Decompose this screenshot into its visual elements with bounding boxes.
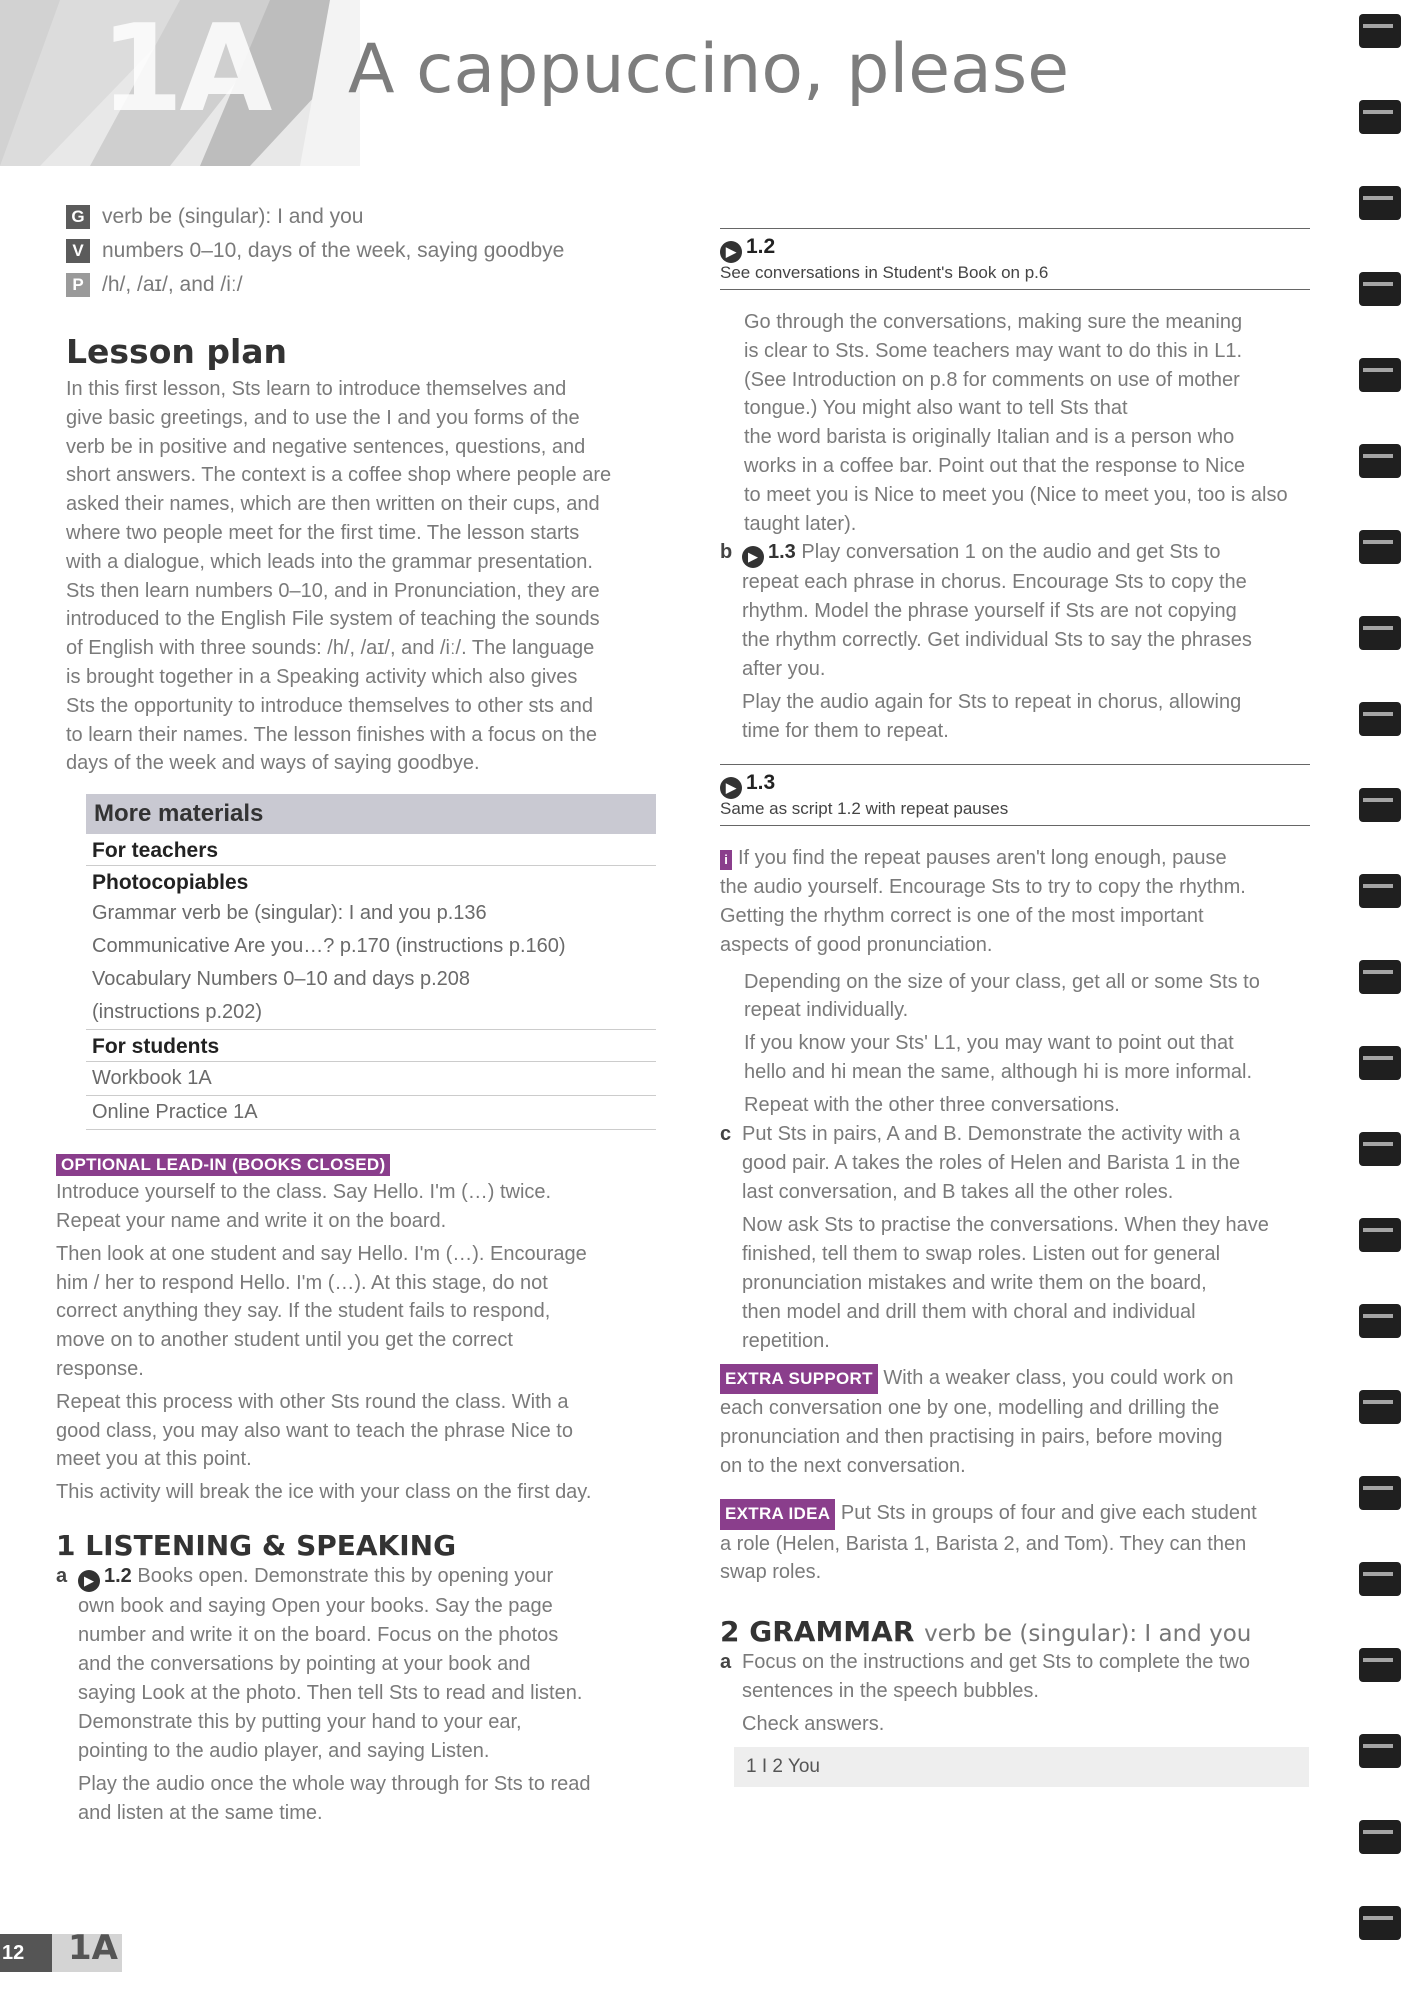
lead-in-para-4 <box>56 1478 676 1507</box>
section-2-heading <box>720 1615 1310 1648</box>
text-line: In this first lesson, Sts learn to introduce themselves and <box>66 378 567 400</box>
text-line: on to the next conversation. <box>720 1454 966 1477</box>
pronunciation-focus <box>66 268 676 302</box>
text-line: hello and hi mean the same, although hi is more informal. <box>744 1060 1253 1083</box>
exercise-letter: a <box>56 1564 68 1587</box>
text-line: rhythm. Model the phrase yourself if Sts are not copying <box>742 600 1237 623</box>
text-line: days of the week and ways of saying goodbye. <box>66 752 480 775</box>
workbook-ref: Workbook 1A <box>86 1062 656 1096</box>
text-line: This activity will break the ice with your class on the first day. <box>56 1481 592 1504</box>
vocabulary-focus-text: numbers 0–10, days of the week, saying goodbye <box>102 239 565 262</box>
pronunciation-badge: P <box>66 273 90 297</box>
text-line: pointing to the audio player, and saying Listen. <box>78 1739 490 1762</box>
text-line: swap roles. <box>720 1561 822 1584</box>
text-line: own book and saying Open your books. Say the page <box>78 1594 553 1617</box>
text-line: where two people meet for the first time. The lesson starts <box>66 521 580 544</box>
text-line: (See Introduction on p.8 for comments on use of mother <box>744 368 1240 391</box>
vocabulary-badge: V <box>66 239 90 263</box>
audio-track-number: 1.2 <box>104 1564 132 1587</box>
exercise-1b <box>720 538 1310 746</box>
extra-support-block <box>720 1364 1310 1481</box>
text-line: Depending on the size of your class, get all or some Sts to <box>744 970 1260 993</box>
audio-icon: ▶ <box>742 546 764 568</box>
photocopiables-label: Photocopiables <box>92 871 249 895</box>
text-line: Demonstrate this by putting your hand to your ear, <box>78 1710 522 1733</box>
text-line: Play the audio again for Sts to repeat in chorus, allowing <box>742 691 1242 714</box>
extra-idea-tag: EXTRA IDEA <box>720 1499 835 1530</box>
text-line: last conversation, and B takes all the other roles. <box>742 1180 1174 1203</box>
footer-unit-label: 1A <box>68 1928 118 1968</box>
for-teachers-label: For teachers <box>86 834 656 866</box>
text-line: number and write it on the board. Focus on the photos <box>78 1623 559 1646</box>
photocopiable-communicative: Communicative Are you…? p.170 (instructions p.160) <box>92 935 566 958</box>
left-column <box>56 200 676 1828</box>
text-line: response. <box>56 1357 144 1380</box>
lead-in-block <box>56 1154 676 1507</box>
text-line: Put Sts in groups of four and give each student <box>840 1501 1257 1524</box>
for-students-label: For students <box>86 1030 656 1062</box>
audio-script-1-2 <box>720 228 1310 290</box>
text-line: With a weaker class, you could work on <box>883 1366 1234 1389</box>
text-line: then model and drill them with choral and individual <box>742 1300 1196 1323</box>
text-line: is clear to Sts. Some teachers may want to do this in L1. <box>744 339 1243 362</box>
text-line: a role (Helen, Barista 1, Barista 2, and Tom). They can then <box>720 1532 1247 1555</box>
audio-icon: ▶ <box>720 777 742 799</box>
exercise-2a-text <box>742 1648 1250 1739</box>
page-number: 12 <box>0 1934 52 1972</box>
exercise-letter: c <box>720 1122 732 1145</box>
text-line: taught later). <box>744 512 857 535</box>
audio-icon: ▶ <box>720 241 742 263</box>
exercise-2a <box>720 1648 1310 1739</box>
vocabulary-focus <box>66 234 676 268</box>
audio-script-1-3 <box>720 764 1310 826</box>
text-line: repeat each phrase in chorus. Encourage Sts to copy the <box>742 571 1247 594</box>
text-line: him / her to respond Hello. I'm (…). At this stage, do not <box>56 1271 548 1294</box>
script-number: 1.2 <box>746 235 776 258</box>
text-line: Play the audio once the whole way through for Sts to read <box>78 1772 591 1795</box>
teaching-tip <box>720 844 1310 959</box>
text-line: give basic greetings, and to use the I and you forms of the <box>66 406 580 429</box>
text-line: finished, tell them to swap roles. Listen out for general <box>742 1242 1221 1265</box>
text-line: Getting the rhythm correct is one of the most important <box>720 904 1204 927</box>
text-line: saying Look at the photo. Then tell Sts to read and listen. <box>78 1681 583 1704</box>
script-description: See conversations in Student's Book on p.6 <box>720 263 1049 282</box>
text-line: sentences in the speech bubbles. <box>742 1680 1039 1703</box>
text-line: correct anything they say. If the student fails to respond, <box>56 1300 551 1323</box>
exercise-letter: a <box>720 1651 732 1674</box>
conversation-notes <box>720 308 1310 538</box>
text-line: Books open. Demonstrate this by opening your <box>137 1564 554 1587</box>
text-line: Repeat with the other three conversations. <box>744 1093 1120 1116</box>
extra-idea-block <box>720 1499 1310 1587</box>
photocopiable-grammar: Grammar verb be (singular): I and you p.136 <box>92 902 487 925</box>
lead-in-tag: OPTIONAL LEAD-IN (BOOKS CLOSED) <box>56 1154 390 1176</box>
script-description: Same as script 1.2 with repeat pauses <box>720 799 1009 819</box>
text-line: each conversation one by one, modelling and drilling the <box>720 1397 1220 1420</box>
text-line: Then look at one student and say Hello. I'm (…). Encourage <box>56 1242 587 1265</box>
text-line: the audio yourself. Encourage Sts to try to copy the rhythm. <box>720 876 1246 899</box>
exercise-1b-text <box>742 538 1252 746</box>
right-column <box>720 200 1310 1787</box>
grammar-badge: G <box>66 205 90 229</box>
text-line: Repeat your name and write it on the board. <box>56 1209 447 1232</box>
section-2-title: 2 GRAMMAR <box>720 1615 915 1649</box>
photocopiable-vocabulary-instructions: (instructions p.202) <box>86 996 656 1030</box>
text-line: verb be in positive and negative sentences, questions, and <box>66 435 586 458</box>
lead-in-para-2 <box>56 1240 676 1384</box>
section-2-subtitle: verb be (singular): I and you <box>924 1621 1252 1648</box>
individual-repeat-note <box>720 968 1310 1120</box>
exercise-1a <box>56 1562 676 1828</box>
text-line: Go through the conversations, making sure the meaning <box>744 311 1243 333</box>
text-line: pronunciation mistakes and write them on the board, <box>742 1271 1207 1294</box>
text-line: If you know your Sts' L1, you may want to point out that <box>744 1032 1234 1055</box>
exercise-1c <box>720 1120 1310 1356</box>
text-line: Sts then learn numbers 0–10, and in Pronunciation, they are <box>66 579 600 602</box>
lesson-plan-text <box>66 375 676 778</box>
text-line: good pair. A takes the roles of Helen and Barista 1 in the <box>742 1151 1241 1174</box>
text-line: repetition. <box>742 1329 830 1352</box>
text-line: the rhythm correctly. Get individual Sts to say the phrases <box>742 629 1252 652</box>
section-grammar <box>720 1615 1310 1787</box>
gvp-list <box>66 200 676 302</box>
text-line: short answers. The context is a coffee shop where people are <box>66 464 612 487</box>
text-line: and the conversations by pointing at your book and <box>78 1652 531 1675</box>
section-1-heading: 1 LISTENING & SPEAKING <box>56 1528 457 1562</box>
text-line: is brought together in a Speaking activity which also gives <box>66 665 578 688</box>
extra-support-tag: EXTRA SUPPORT <box>720 1364 878 1395</box>
text-line: with a dialogue, which leads into the grammar presentation. <box>66 550 593 573</box>
grammar-focus <box>66 200 676 234</box>
text-line: Check answers. <box>742 1713 885 1736</box>
script-number: 1.3 <box>746 771 776 795</box>
text-line: repeat individually. <box>744 999 909 1022</box>
more-materials-box <box>86 794 656 1130</box>
text-line: pronunciation and then practising in pairs, before moving <box>720 1426 1223 1449</box>
text-line: introduced to the English File system of teaching the sounds <box>66 608 600 631</box>
text-line: aspects of good pronunciation. <box>720 933 993 956</box>
text-line: asked their names, which are then written on their cups, and <box>66 493 600 516</box>
tip-icon: i <box>720 850 732 870</box>
online-practice-ref: Online Practice 1A <box>86 1096 656 1130</box>
audio-track-number: 1.3 <box>768 541 796 564</box>
text-line: Repeat this process with other Sts round the class. With a <box>56 1390 569 1413</box>
section-listening-speaking <box>56 1529 676 1828</box>
text-line: If you find the repeat pauses aren't long enough, pause <box>738 847 1227 870</box>
text-line: and listen at the same time. <box>78 1801 323 1824</box>
text-line: Sts the opportunity to introduce themselves to other sts and <box>66 694 593 717</box>
text-line: good class, you may also want to teach the phrase Nice to <box>56 1419 573 1442</box>
text-line: of English with three sounds: /h/, /aɪ/, and /iː/. The language <box>66 637 595 660</box>
text-line: meet you at this point. <box>56 1448 252 1471</box>
text-line: Put Sts in pairs, A and B. Demonstrate the activity with a <box>742 1122 1241 1145</box>
exercise-1a-text <box>78 1562 591 1828</box>
exercise-letter: b <box>720 541 733 564</box>
grammar-focus-text: verb be (singular): I and you <box>102 205 364 228</box>
page-title: A cappuccino, please <box>348 30 1070 109</box>
text-line: after you. <box>742 658 826 681</box>
text-line: the word barista is originally Italian and is a person who <box>744 426 1235 449</box>
text-line: to learn their names. The lesson finishes with a focus on the <box>66 723 598 746</box>
photocopiable-vocabulary: Vocabulary Numbers 0–10 and days p.208 <box>92 968 471 991</box>
text-line: move on to another student until you get the correct <box>56 1329 513 1352</box>
pronunciation-focus-text: /h/, /aɪ/, and /iː/ <box>102 273 243 296</box>
lead-in-para-1 <box>56 1178 676 1236</box>
text-line: to meet you is Nice to meet you (Nice to meet you, too is also <box>744 483 1288 506</box>
exercise-1c-text <box>742 1120 1269 1356</box>
answer-key: 1 I 2 You <box>734 1747 1309 1787</box>
text-line: tongue.) You might also want to tell Sts that <box>744 397 1128 420</box>
text-line: Play conversation 1 on the audio and get Sts to <box>801 541 1221 564</box>
text-line: time for them to repeat. <box>742 720 949 743</box>
text-line: Introduce yourself to the class. Say Hello. I'm (…) twice. <box>56 1181 552 1204</box>
lesson-plan-heading: Lesson plan <box>66 332 288 371</box>
spiral-binding <box>1351 0 1401 2000</box>
audio-icon: ▶ <box>78 1570 100 1592</box>
lead-in-para-3 <box>56 1388 676 1474</box>
text-line: works in a coffee bar. Point out that the response to Nice <box>744 454 1246 477</box>
text-line: Now ask Sts to practise the conversations. When they have <box>742 1213 1269 1236</box>
more-materials-heading: More materials <box>86 794 656 834</box>
text-line: Focus on the instructions and get Sts to complete the two <box>742 1651 1251 1674</box>
page-header <box>0 0 1401 166</box>
unit-number: 1A <box>100 0 269 139</box>
